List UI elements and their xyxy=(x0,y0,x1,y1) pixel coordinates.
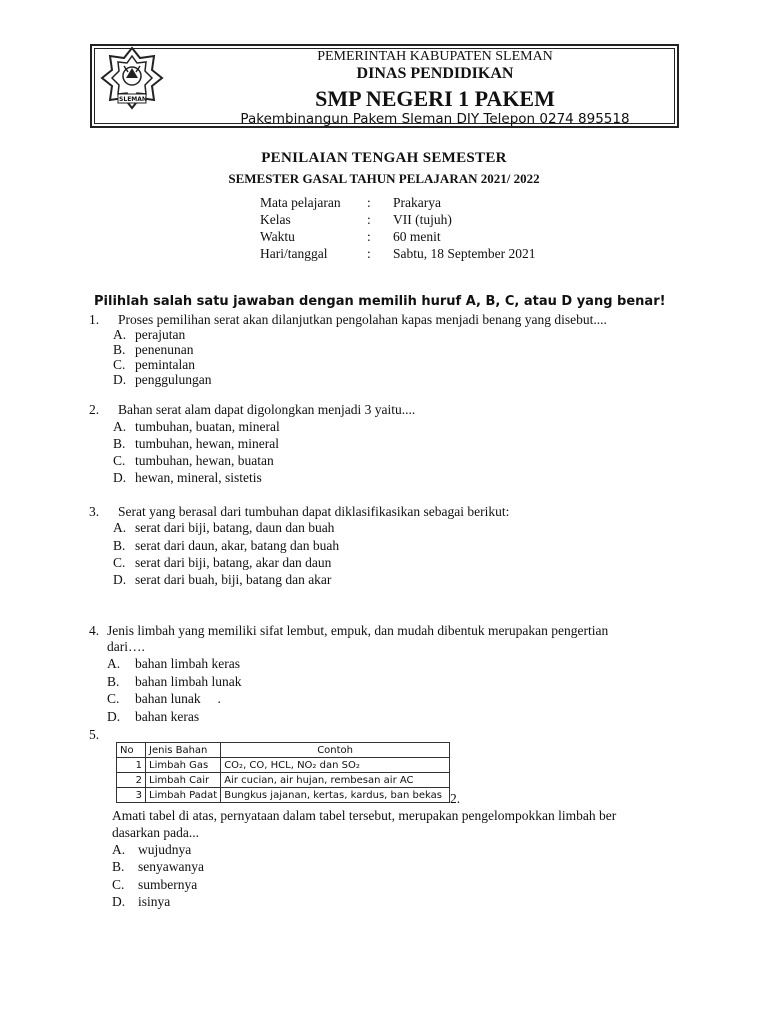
school-name: SMP NEGERI 1 PAKEM xyxy=(315,86,555,111)
question-number: 1. xyxy=(89,312,100,327)
info-colon: : xyxy=(367,246,371,261)
option-text: sumbernya xyxy=(138,877,198,892)
exam-title: PENILAIAN TENGAH SEMESTER xyxy=(261,150,507,166)
info-value: Sabtu, 18 September 2021 xyxy=(393,246,536,261)
question-number: 4. xyxy=(89,623,100,638)
answer-option xyxy=(107,656,240,672)
option-letter: D. xyxy=(113,470,127,485)
question-text: Amati tabel di atas, pernyataan dalam tabel tersebut, merupakan pengelompokkan limbah ber xyxy=(112,808,617,823)
info-label: Mata pelajaran xyxy=(260,195,341,210)
instruction-text: Pilihlah salah satu jawaban dengan memilih huruf A, B, C, atau D yang benar! xyxy=(94,294,666,309)
answer-option xyxy=(113,419,280,435)
waste-table xyxy=(116,742,450,803)
answer-option xyxy=(113,555,331,571)
option-letter: A. xyxy=(113,520,127,535)
answer-option xyxy=(113,572,331,588)
answer-option xyxy=(113,357,195,373)
option-text: senyawanya xyxy=(138,859,204,874)
question-text: Jenis limbah yang memiliki sifat lembut, empuk, dan mudah dibentuk merupakan pengertian xyxy=(107,623,609,638)
option-text: serat dari daun, akar, batang dan buah xyxy=(135,538,340,553)
table-row xyxy=(117,788,450,803)
option-letter: C. xyxy=(107,691,120,706)
exam-subtitle: SEMESTER GASAL TAHUN PELAJARAN 2021/ 2022 xyxy=(228,171,540,186)
option-letter: C. xyxy=(113,453,126,468)
answer-option xyxy=(107,674,241,690)
option-letter: C. xyxy=(112,877,125,892)
option-text: tumbuhan, buatan, mineral xyxy=(135,419,280,434)
question-text-continued: dasarkan pada... xyxy=(112,825,199,840)
option-text: penggulungan xyxy=(135,372,212,387)
table-cell: Limbah Padat xyxy=(146,788,221,803)
option-text: hewan, mineral, sistetis xyxy=(135,470,262,485)
option-letter: A. xyxy=(107,656,121,671)
question-text: Bahan serat alam dapat digolongkan menjadi 3 yaitu.... xyxy=(118,402,416,417)
option-text: serat dari biji, batang, akar dan daun xyxy=(135,555,332,570)
table-row xyxy=(117,758,450,773)
answer-option xyxy=(113,327,185,343)
option-text: tumbuhan, hewan, mineral xyxy=(135,436,279,451)
info-colon: : xyxy=(367,195,371,210)
option-text: tumbuhan, hewan, buatan xyxy=(135,453,274,468)
option-letter: D. xyxy=(113,372,127,387)
option-text: penenunan xyxy=(135,342,194,357)
option-letter: D. xyxy=(112,894,126,909)
option-letter: A. xyxy=(113,327,127,342)
table-cell: Air cucian, air hujan, rembesan air AC xyxy=(221,773,450,788)
question-number: 3. xyxy=(89,504,100,519)
question-text-continued: dari…. xyxy=(107,639,145,654)
option-letter: A. xyxy=(112,842,126,857)
table-header-cell: Contoh xyxy=(221,743,450,758)
info-colon: : xyxy=(367,229,371,244)
question-number: 5. xyxy=(89,727,100,742)
table-cell: CO₂, CO, HCL, NO₂ dan SO₂ xyxy=(221,758,450,773)
table-cell: Bungkus jajanan, kertas, kardus, ban bekas xyxy=(221,788,450,803)
table-cell: Limbah Gas xyxy=(146,758,221,773)
option-text: bahan keras xyxy=(135,709,200,724)
school-address: Pakembinangun Pakem Sleman DIY Telepon 0274 895518 xyxy=(240,111,630,127)
option-letter: A. xyxy=(113,419,127,434)
table-trailing-mark: 2. xyxy=(450,791,461,806)
answer-option xyxy=(113,372,212,388)
info-label: Kelas xyxy=(260,212,291,227)
option-letter: B. xyxy=(107,674,120,689)
answer-option xyxy=(113,470,262,486)
question-text: Serat yang berasal dari tumbuhan dapat diklasifikasikan sebagai berikut: xyxy=(118,504,510,519)
info-label: Hari/tanggal xyxy=(260,246,328,261)
logo-label: SLEMAN xyxy=(119,96,147,103)
info-colon: : xyxy=(367,212,371,227)
question-number: 2. xyxy=(89,402,100,417)
table-cell: 2 xyxy=(117,773,146,788)
option-text: perajutan xyxy=(135,327,186,342)
government-name: PEMERINTAH KABUPATEN SLEMAN xyxy=(317,49,553,64)
option-letter: D. xyxy=(107,709,121,724)
table-cell: 3 xyxy=(117,788,146,803)
option-letter: B. xyxy=(113,538,126,553)
table-row xyxy=(117,773,450,788)
answer-option xyxy=(112,877,197,893)
table-header-cell: No xyxy=(117,743,146,758)
option-text: serat dari biji, batang, daun dan buah xyxy=(135,520,335,535)
answer-option xyxy=(107,691,221,707)
info-label: Waktu xyxy=(260,229,295,244)
option-letter: B. xyxy=(113,436,126,451)
table-header-row xyxy=(117,743,450,758)
table-cell: 1 xyxy=(117,758,146,773)
option-letter: C. xyxy=(113,357,126,372)
option-text: bahan limbah keras xyxy=(135,656,240,671)
department-name: DINAS PENDIDIKAN xyxy=(356,65,514,82)
answer-option xyxy=(113,520,334,536)
answer-option xyxy=(113,538,339,554)
answer-option xyxy=(113,436,279,452)
table-header-cell: Jenis Bahan xyxy=(146,743,221,758)
answer-option xyxy=(112,894,170,910)
answer-option xyxy=(113,342,193,358)
option-letter: B. xyxy=(112,859,125,874)
option-letter: C. xyxy=(113,555,126,570)
option-text: bahan limbah lunak xyxy=(135,674,242,689)
option-text: wujudnya xyxy=(138,842,192,857)
answer-option xyxy=(112,859,204,875)
table-cell: Limbah Cair xyxy=(146,773,221,788)
question-text: Proses pemilihan serat akan dilanjutkan pengolahan kapas menjadi benang yang disebut.... xyxy=(118,312,607,327)
option-text: serat dari buah, biji, batang dan akar xyxy=(135,572,332,587)
option-letter: B. xyxy=(113,342,126,357)
option-text: pemintalan xyxy=(135,357,195,372)
answer-option xyxy=(113,453,274,469)
option-letter: D. xyxy=(113,572,127,587)
info-value: VII (tujuh) xyxy=(393,212,452,227)
answer-option xyxy=(112,842,191,858)
option-text: bahan lunak . xyxy=(135,691,221,706)
info-value: Prakarya xyxy=(393,195,441,210)
option-text: isinya xyxy=(138,894,171,909)
info-value: 60 menit xyxy=(393,229,441,244)
answer-option xyxy=(107,709,199,725)
